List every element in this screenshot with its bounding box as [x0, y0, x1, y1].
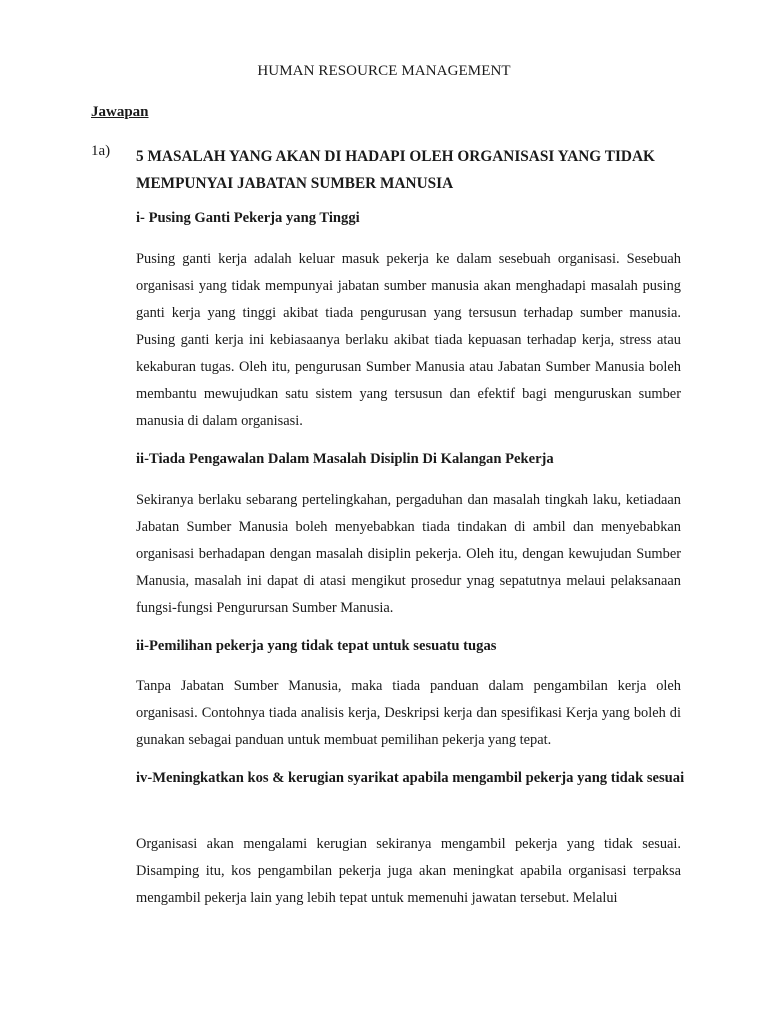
answer-label: Jawapan: [91, 104, 149, 120]
section-body-2: Sekiranya berlaku sebarang pertelingkahan, pergaduhan dan masalah tingkah laku, ketiadaan Jabatan Sumber Manusia boleh menyebabkan tiada tindakan di ambil dan menyebabkan organisasi berhadapan dengan masalah disiplin pekerja. Oleh itu, dengan kewujudan Sumber Manusia, masalah ini dapat di atasi mengikut prosedur ynag sepatutnya melaui pelaksanaan fungsi-fungsi Pengurursan Sumber Manusia.: [136, 492, 681, 616]
section-body-3: Tanpa Jabatan Sumber Manusia, maka tiada panduan dalam pengambilan kerja oleh organisasi. Contohnya tiada analisis kerja, Deskripsi kerja dan spesifikasi Kerja yang boleh di gunakan sebagai panduan untuk membuat pemilihan pekerja yang tepat.: [136, 678, 681, 748]
question-heading: 5 MASALAH YANG AKAN DI HADAPI OLEH ORGANISASI YANG TIDAK MEMPUNYAI JABATAN SUMBER MANUSIA: [136, 148, 655, 192]
section-heading-3: ii-Pemilihan pekerja yang tidak tepat untuk sesuatu tugas: [136, 638, 497, 654]
section-heading-2: ii-Tiada Pengawalan Dalam Masalah Disiplin Di Kalangan Pekerja: [136, 451, 554, 467]
section-body-4: Organisasi akan mengalami kerugian sekiranya mengambil pekerja yang tidak sesuai. Disamping itu, kos pengambilan pekerja juga akan meningkat apabila organisasi terpaksa mengambil pekerja lain yang lebih tepat untuk memenuhi jawatan tersebut. Melalui: [136, 836, 681, 906]
question-number: 1a): [91, 143, 111, 159]
section-body-1: Pusing ganti kerja adalah keluar masuk pekerja ke dalam sesebuah organisasi. Sesebuah organisasi yang tidak mempunyai jabatan sumber manusia akan menghadapi masalah pusing ganti kerja yang tinggi akibat tiada pengurusan yang tersusun terhadap sumber manusia. Pusing ganti kerja ini kebiasaanya berlaku akibat tiada kepuasan terhadap kerja, stress atau kekaburan tugas. Oleh itu, pengurusan Sumber Manusia atau Jabatan Sumber Manusia boleh membantu mewujudkan satu sistem yang tersusun dan efektif bagi menguruskan sumber manusia di dalam organisasi.: [136, 251, 681, 429]
section-heading-1: i- Pusing Ganti Pekerja yang Tinggi: [136, 210, 360, 226]
section-heading-4: iv-Meningkatkan kos & kerugian syarikat apabila mengambil pekerja yang tidak sesuai: [136, 770, 685, 786]
document-title: HUMAN RESOURCE MANAGEMENT: [257, 63, 511, 79]
